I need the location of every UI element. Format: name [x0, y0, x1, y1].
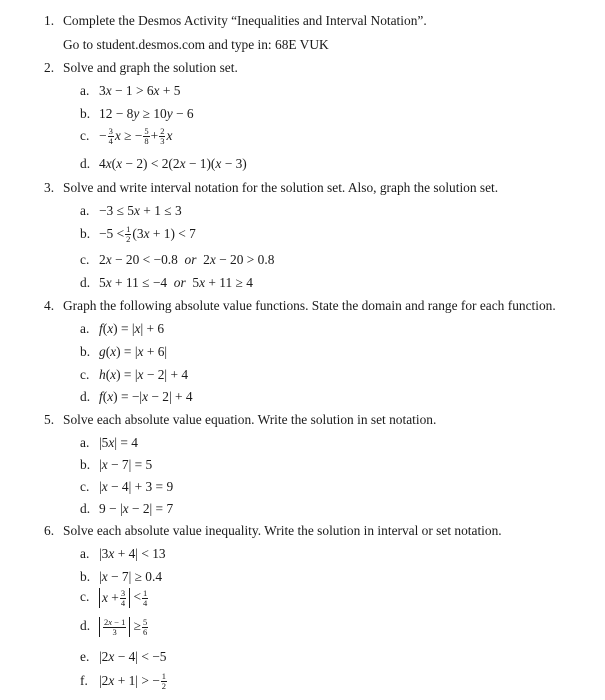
item-6d	[80, 617, 149, 637]
item-expression: |x − 7| ≥ 0.4	[99, 569, 163, 584]
item-2c	[80, 127, 172, 146]
item-label: a.	[80, 83, 90, 98]
item-expression: 3x − 1 > 6x + 5	[99, 83, 181, 98]
item-3c	[80, 252, 274, 268]
question-2	[44, 60, 238, 76]
question-text: Solve each absolute value equation. Write the solution in set notation.	[63, 412, 437, 427]
item-label: d.	[80, 501, 91, 516]
item-2d	[80, 156, 247, 172]
item-label: b.	[80, 106, 91, 121]
question-3	[44, 180, 498, 196]
question-number: 3.	[44, 180, 55, 195]
item-expression: |x − 4| + 3 = 9	[99, 479, 174, 494]
item-label: b.	[80, 457, 91, 472]
item-label: d.	[80, 389, 91, 404]
question-1	[44, 13, 427, 29]
item-label: b.	[80, 569, 91, 584]
item-label: a.	[80, 546, 90, 561]
item-6f	[80, 672, 168, 691]
item-expression: 5x + 11 ≤ −4 or 5x + 11 ≥ 4	[99, 275, 253, 290]
item-3a	[80, 203, 182, 219]
item-expression: f(x) = |x| + 6	[99, 321, 165, 336]
item-expression: |3x + 4| < 13	[99, 546, 166, 561]
item-3d	[80, 275, 253, 291]
item-label: c.	[80, 589, 90, 605]
item-label: a.	[80, 203, 90, 218]
question-4	[44, 298, 556, 314]
item-expression: |2x − 4| < −5	[99, 649, 167, 664]
item-expression: 12 − 8y ≥ 10y − 6	[99, 106, 194, 121]
item-label: b.	[80, 225, 91, 241]
item-5b	[80, 457, 152, 473]
question-5	[44, 412, 436, 428]
item-5c	[80, 479, 173, 495]
item-expression: h(x) = |x − 2| + 4	[99, 367, 189, 382]
item-5d	[80, 501, 173, 517]
item-5a	[80, 435, 138, 451]
item-label: d.	[80, 275, 91, 290]
item-label: c.	[80, 127, 90, 143]
item-expression: 4x(x − 2) < 2(2x − 1)(x − 3)	[99, 156, 247, 171]
item-expression: 9 − |x − 2| = 7	[99, 501, 174, 516]
question-number: 4.	[44, 298, 55, 313]
item-4c	[80, 367, 188, 383]
item-expression: −3 ≤ 5x + 1 ≤ 3	[99, 203, 182, 218]
item-label: b.	[80, 344, 91, 359]
question-number: 6.	[44, 523, 55, 538]
item-expression: |2x + 1| > − $\frac{1}{2}$	[99, 671, 167, 691]
item-label: c.	[80, 367, 90, 382]
item-expression: − $\frac{3}{4}$ x ≥ − $\frac{5}{8}$ + $\frac{2}{3}$ x	[99, 126, 173, 146]
item-2b	[80, 106, 194, 122]
question-text: Solve and graph the solution set.	[63, 60, 238, 75]
item-label: d.	[80, 156, 91, 171]
item-label: d.	[80, 618, 91, 634]
question-text: Complete the Desmos Activity “Inequalities and Interval Notation”.	[63, 13, 427, 28]
question-number: 5.	[44, 412, 55, 427]
item-expression: −5 < $\frac{1}{2}$ (3x + 1) < 7	[99, 224, 196, 244]
question-1-instruction: Go to student.desmos.com and type in: 68E VUK	[63, 37, 329, 52]
item-label: c.	[80, 252, 90, 267]
item-label: a.	[80, 435, 90, 450]
item-label: c.	[80, 479, 90, 494]
item-4a	[80, 321, 164, 337]
item-4d	[80, 389, 193, 405]
item-label: a.	[80, 321, 90, 336]
item-label: f.	[80, 672, 88, 688]
question-number: 1.	[44, 13, 55, 28]
item-expression: 2x − 20 < −0.8 or 2x − 20 > 0.8	[99, 252, 275, 267]
item-expression: g(x) = |x + 6|	[99, 344, 168, 359]
item-expression: $\frac{2x - 1}{3}$ ≥ $\frac{5}{6}$	[99, 618, 149, 633]
question-text: Graph the following absolute value functions. State the domain and range for each function.	[63, 298, 556, 313]
item-expression: |x − 7| = 5	[99, 457, 153, 472]
item-6c	[80, 588, 149, 608]
item-6b	[80, 569, 162, 585]
question-text: Solve each absolute value inequality. Write the solution in interval or set notation.	[63, 523, 502, 538]
item-expression: |5x| = 4	[99, 435, 138, 450]
item-expression: f(x) = −|x − 2| + 4	[99, 389, 193, 404]
item-6e	[80, 649, 166, 665]
item-label: e.	[80, 649, 90, 664]
item-4b	[80, 344, 167, 360]
item-3b	[80, 225, 196, 244]
item-2a	[80, 83, 180, 99]
question-text: Solve and write interval notation for the solution set. Also, graph the solution set.	[63, 180, 499, 195]
item-6a	[80, 546, 166, 562]
question-number: 2.	[44, 60, 55, 75]
question-6	[44, 523, 502, 539]
item-expression: x + $\frac{3}{4}$ < $\frac{1}{4}$	[99, 589, 149, 604]
